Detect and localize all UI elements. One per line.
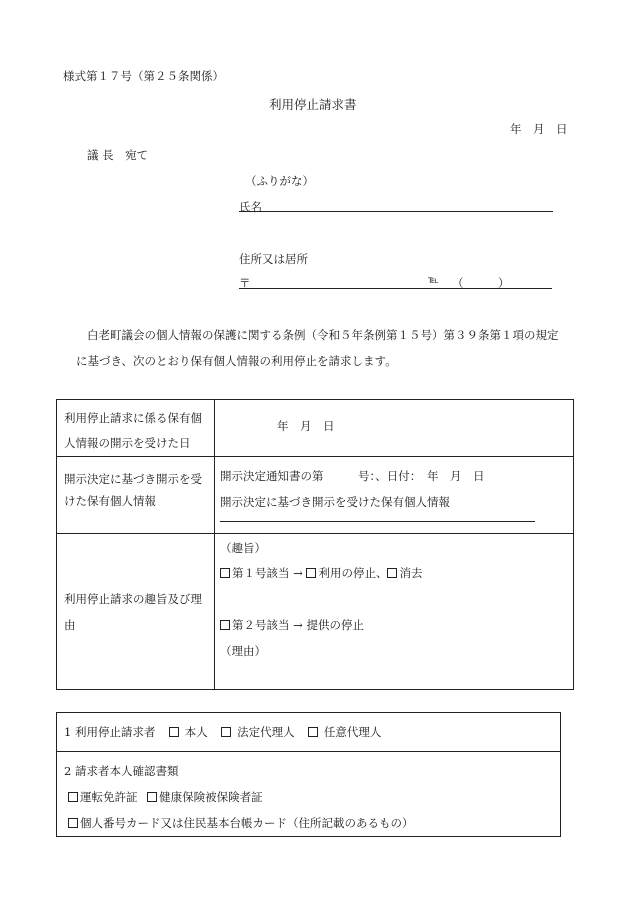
id-docs-label: 2 請求者本人確認書類 bbox=[64, 764, 179, 778]
option-legal-rep[interactable]: 法定代理人 bbox=[221, 725, 294, 739]
form-number: 様式第１７号（第２５条関係） bbox=[63, 69, 224, 83]
option-mynumber[interactable]: 個人番号カード又は住民基本台帳カード（住所記載のあるもの） bbox=[68, 816, 414, 830]
checkbox-article-2[interactable] bbox=[220, 620, 230, 630]
checkbox-license[interactable] bbox=[68, 792, 78, 802]
tel-paren: （ ） bbox=[452, 276, 510, 290]
table-row bbox=[57, 752, 561, 837]
checkbox-legal-rep[interactable] bbox=[221, 727, 231, 737]
requester-label: 1 利用停止請求者 bbox=[64, 725, 156, 739]
addressee: 議 長 宛て bbox=[87, 148, 149, 162]
body-line-1: 白老町議会の個人情報の保護に関する条例（令和５年条例第１５号）第３９条第１項の規定 bbox=[87, 328, 559, 342]
requester-table bbox=[56, 712, 561, 837]
tel-label: ℡ bbox=[428, 275, 439, 286]
option-license[interactable]: 運転免許証 bbox=[68, 790, 138, 804]
date-line: 年 月 日 bbox=[510, 122, 568, 136]
reason-heading: （理由） bbox=[220, 644, 266, 658]
disclosed-info-value: 開示決定通知書の第 号：、日付： 年 月 日 開示決定に基づき開示を受けた保有個人情報 bbox=[220, 469, 485, 509]
name-underline bbox=[239, 211, 553, 212]
checkbox-article-1[interactable] bbox=[220, 568, 230, 578]
address-label: 住所又は居所 bbox=[239, 252, 308, 266]
requester-row bbox=[57, 724, 560, 740]
checkbox-mynumber[interactable] bbox=[68, 818, 78, 828]
disclosed-info-label: 開示決定に基づき開示を受 けた保有個人情報 bbox=[64, 472, 202, 508]
option-voluntary-rep[interactable]: 任意代理人 bbox=[308, 725, 381, 739]
option-insurance[interactable]: 健康保険被保険者証 bbox=[147, 790, 263, 804]
checkbox-use-stop[interactable] bbox=[306, 568, 316, 578]
table-row bbox=[57, 400, 574, 457]
option-self[interactable]: 本人 bbox=[169, 725, 208, 739]
checkbox-insurance[interactable] bbox=[147, 792, 157, 802]
checkbox-voluntary-rep[interactable] bbox=[308, 727, 318, 737]
request-details-table bbox=[56, 399, 574, 690]
checkbox-self[interactable] bbox=[169, 727, 179, 737]
table-row bbox=[57, 713, 561, 752]
name-label: 氏名 bbox=[239, 200, 262, 214]
received-date-label: 利用停止請求に係る保有個 人情報の開示を受けた日 bbox=[64, 411, 202, 450]
table-row bbox=[57, 457, 574, 534]
address-underline bbox=[239, 288, 552, 289]
checkbox-delete[interactable] bbox=[387, 568, 397, 578]
option-article-1[interactable]: 第１号該当 → 利用の停止、 消去 bbox=[220, 565, 422, 581]
disclosed-info-underline bbox=[220, 521, 535, 522]
option-article-2[interactable]: 第２号該当 → 提供の停止 bbox=[220, 617, 364, 633]
received-date-value: 年 月 日 bbox=[277, 419, 335, 433]
id-docs-section bbox=[57, 752, 560, 836]
table-row bbox=[57, 534, 574, 690]
furigana-label: （ふりがな） bbox=[245, 174, 314, 188]
page-title: 利用停止請求書 bbox=[269, 97, 357, 112]
postal-mark: 〒 bbox=[239, 276, 251, 290]
body-line-2: に基づき、次のとおり保有個人情報の利用停止を請求します。 bbox=[76, 354, 397, 368]
purpose-heading: （趣旨） bbox=[220, 541, 266, 555]
purpose-reason-label: 利用停止請求の趣旨及び理 由 bbox=[64, 591, 202, 632]
